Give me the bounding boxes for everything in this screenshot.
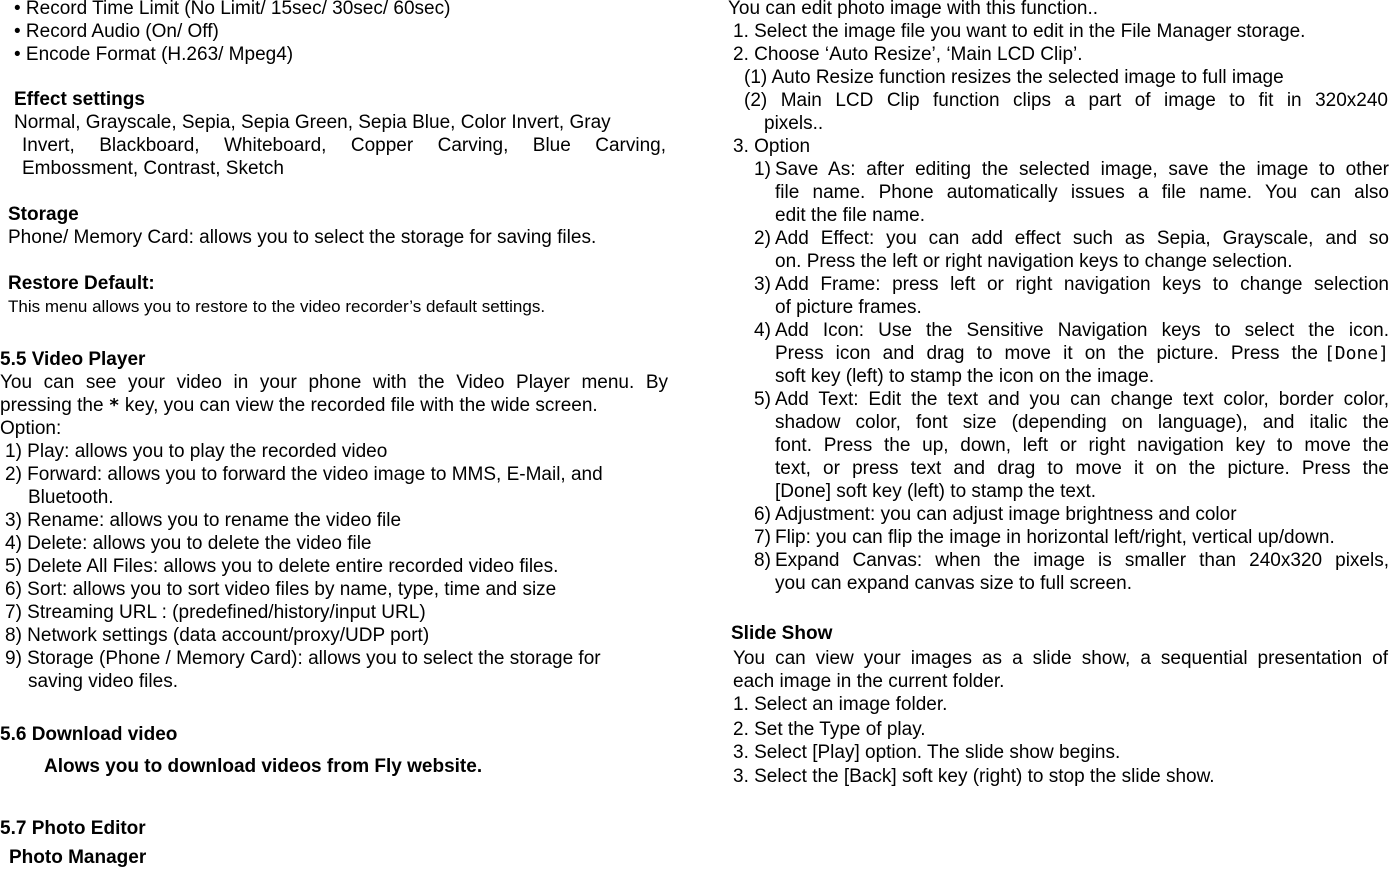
video-player-intro-2: pressing the * key, you can view the recorded file with the wide screen. [0, 395, 598, 416]
photo-step-2-auto-resize: (1) Auto Resize function resizes the selected image to full image [744, 67, 1284, 88]
option-save-as-line-3: edit the file name. [775, 205, 925, 226]
slide-show-text-2: each image in the current folder. [733, 671, 1005, 692]
effect-line-3: Embossment, Contrast, Sketch [22, 158, 284, 179]
record-audio: • Record Audio (On/ Off) [14, 21, 219, 42]
restore-default-heading: Restore Default: [8, 273, 155, 294]
photo-step-2-main-lcd-clip: (2) Main LCD Clip function clips a part of image to fit in 320x240 [744, 90, 1388, 111]
vp-item-storage: 9) Storage (Phone / Memory Card): allows you to select the storage for [5, 648, 601, 669]
option-add-effect-line-2: on. Press the left or right navigation keys to change selection. [775, 251, 1293, 272]
option-save-as-line-2: file name. Phone automatically issues a file name. You can also [775, 182, 1389, 203]
option-number: 7) [754, 527, 771, 548]
option-adjustment: Adjustment: you can adjust image brightness and color [775, 504, 1237, 525]
storage-text: Phone/ Memory Card: allows you to select the storage for saving files. [8, 227, 597, 248]
slide-show-text-1: You can view your images as a slide show, a sequential presentation of [733, 648, 1388, 669]
encode-format: • Encode Format (H.263/ Mpeg4) [14, 44, 294, 65]
vp-item-storage-cont: saving video files. [28, 671, 178, 692]
slide-step-3: 3. Select [Play] option. The slide show begins. [733, 742, 1121, 763]
download-video-text: Alows you to download videos from Fly website. [44, 756, 483, 777]
option-add-icon-line-2: Press icon and drag to move it on the picture. Press the [Done] [775, 343, 1389, 364]
option-flip: Flip: you can flip the image in horizontal left/right, vertical up/down. [775, 527, 1335, 548]
option-number: 3) [754, 274, 771, 295]
photo-step-2: 2. Choose ‘Auto Resize’, ‘Main LCD Clip’. [733, 44, 1083, 65]
option-add-icon-line-3: soft key (left) to stamp the icon on the image. [775, 366, 1155, 387]
photo-manager-heading: Photo Manager [9, 847, 147, 868]
restore-default-text: This menu allows you to restore to the video recorder’s default settings. [8, 297, 546, 316]
slide-step-4: 3. Select the [Back] soft key (right) to stop the slide show. [733, 766, 1215, 787]
option-number: 1) [754, 159, 771, 180]
done-softkey: [Done] [1323, 343, 1389, 364]
star-key: * [108, 395, 120, 416]
vp-item-streaming-url: 7) Streaming URL : (predefined/history/input URL) [5, 602, 426, 623]
option-add-text-line-2: shadow color, font size (depending on language), and italic the [775, 412, 1389, 433]
option-add-text-line-3: font. Press the up, down, left or right navigation key to move the [775, 435, 1389, 456]
vp-item-delete: 4) Delete: allows you to delete the video file [5, 533, 372, 554]
slide-step-2: 2. Set the Type of play. [733, 719, 926, 740]
download-video-heading: 5.6 Download video [0, 724, 178, 745]
video-player-intro-1: You can see your video in your phone with the Video Player menu. By [0, 372, 668, 393]
storage-heading: Storage [8, 204, 79, 225]
option-add-text-line-4: text, or press text and drag to move it on the picture. Press the [775, 458, 1389, 479]
slide-step-1: 1. Select an image folder. [733, 694, 948, 715]
option-add-icon-line-1: Add Icon: Use the Sensitive Navigation keys to select the icon. [775, 320, 1389, 341]
photo-editor-heading: 5.7 Photo Editor [0, 818, 146, 839]
option-add-text-line-1: Add Text: Edit the text and you can change text color, border color, [775, 389, 1389, 410]
effect-line-2: Invert, Blackboard, Whiteboard, Copper Carving, Blue Carving, [22, 135, 666, 156]
vp-item-network-settings: 8) Network settings (data account/proxy/UDP port) [5, 625, 430, 646]
option-number: 8) [754, 550, 771, 571]
option-number: 2) [754, 228, 771, 249]
option-add-text-line-5: [Done] soft key (left) to stamp the text. [775, 481, 1097, 502]
option-expand-canvas-line-1: Expand Canvas: when the image is smaller than 240x320 pixels, [775, 550, 1389, 571]
vp-item-play: 1) Play: allows you to play the recorded video [5, 441, 388, 462]
record-time-limit: • Record Time Limit (No Limit/ 15sec/ 30sec/ 60sec) [14, 0, 451, 19]
option-number: 4) [754, 320, 771, 341]
vp-item-delete-all: 5) Delete All Files: allows you to delete entire recorded video files. [5, 556, 559, 577]
effect-line-1: Normal, Grayscale, Sepia, Sepia Green, Sepia Blue, Color Invert, Gray [14, 112, 611, 133]
photo-intro: You can edit photo image with this function.. [728, 0, 1099, 19]
option-expand-canvas-line-2: you can expand canvas size to full screen. [775, 573, 1132, 594]
vp-item-forward-cont: Bluetooth. [28, 487, 114, 508]
option-add-frame-line-2: of picture frames. [775, 297, 922, 318]
photo-step-3: 3. Option [733, 136, 811, 157]
vp-item-rename: 3) Rename: allows you to rename the video file [5, 510, 402, 531]
effect-settings-heading: Effect settings [14, 89, 145, 110]
video-player-heading: 5.5 Video Player [0, 349, 146, 370]
option-number: 6) [754, 504, 771, 525]
option-add-frame-line-1: Add Frame: press left or right navigation keys to change selection [775, 274, 1389, 295]
vp-item-sort: 6) Sort: allows you to sort video files by name, type, time and size [5, 579, 557, 600]
slide-show-heading: Slide Show [731, 623, 833, 644]
vp-item-forward: 2) Forward: allows you to forward the video image to MMS, E-Mail, and [5, 464, 603, 485]
video-player-option-label: Option: [0, 418, 62, 439]
photo-step-1: 1. Select the image file you want to edit in the File Manager storage. [733, 21, 1306, 42]
option-add-effect-line-1: Add Effect: you can add effect such as Sepia, Grayscale, and so [775, 228, 1389, 249]
photo-step-2-main-lcd-clip-cont: pixels.. [764, 113, 824, 134]
option-number: 5) [754, 389, 771, 410]
option-save-as-line-1: Save As: after editing the selected image, save the image to other [775, 159, 1389, 180]
